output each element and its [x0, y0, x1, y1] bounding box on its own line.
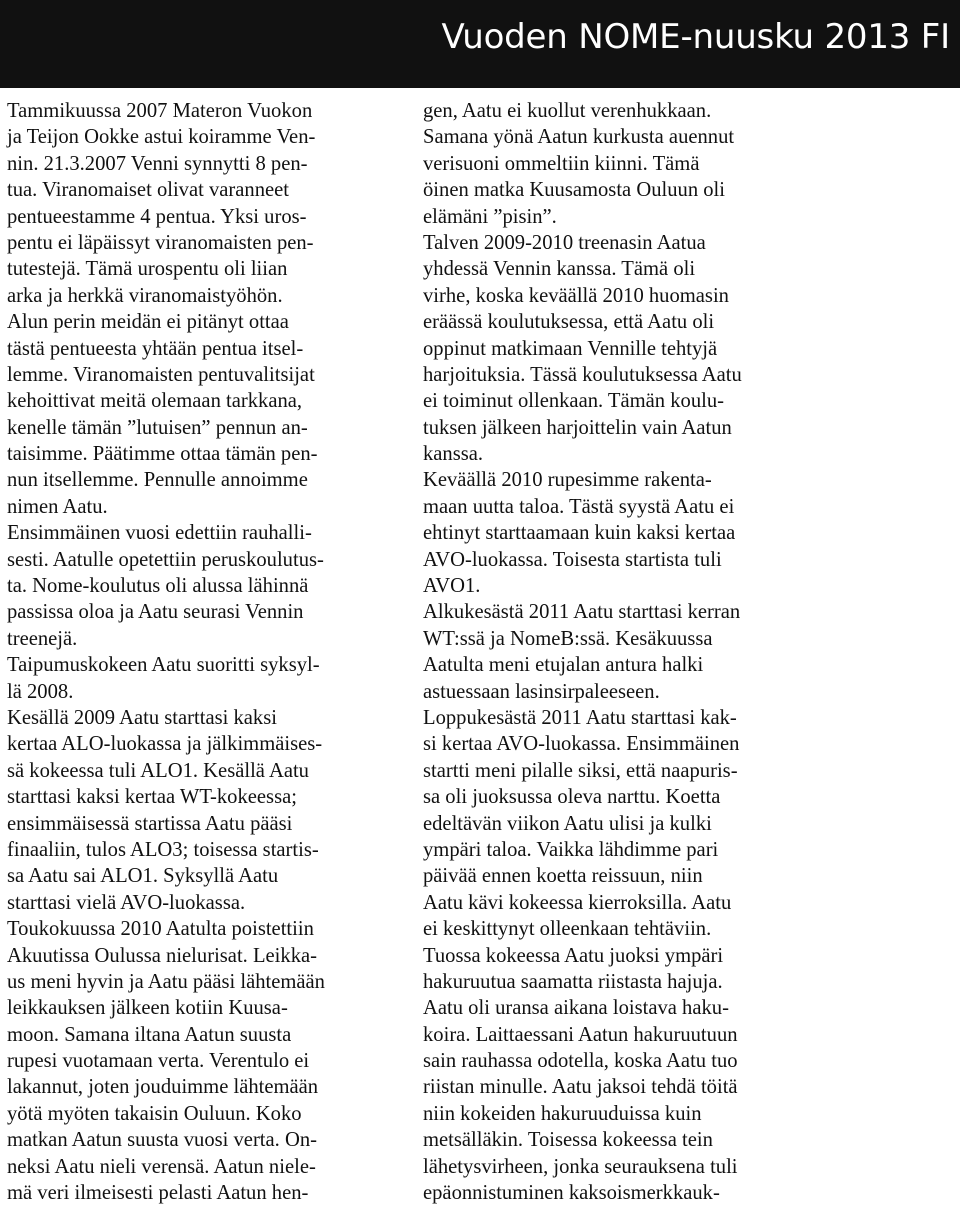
- text-line: niin kokeiden hakuruuduissa kuin: [423, 1102, 702, 1125]
- text-line: passissa oloa ja Aatu seurasi Vennin: [7, 601, 304, 624]
- text-line: leikkauksen jälkeen kotiin Kuusa-: [7, 997, 288, 1020]
- text-line: Aatu oli uransa aikana loistava haku-: [423, 997, 729, 1020]
- text-line: verisuoni ommeltiin kiinni. Tämä: [423, 152, 700, 175]
- text-line: ehtinyt starttaamaan kuin kaksi kertaa: [423, 522, 736, 545]
- text-line: tutestejä. Tämä urospentu oli liian: [7, 258, 288, 281]
- text-line: mä veri ilmeisesti pelasti Aatun hen-: [7, 1182, 309, 1205]
- text-line: matkan Aatun suusta vuosi verta. On-: [7, 1129, 317, 1152]
- text-line: neksi Aatu nieli verensä. Aatun niele-: [7, 1155, 316, 1178]
- text-line: ja Teijon Ookke astui koiramme Ven-: [7, 126, 316, 149]
- text-line: Aatu kävi kokeessa kierroksilla. Aatu: [423, 891, 732, 914]
- text-line: päivää ennen koetta reissuun, niin: [423, 865, 703, 888]
- text-line: si kertaa AVO-luokassa. Ensimmäinen: [423, 733, 740, 756]
- text-line: hakuruutua saamatta riistasta hajuja.: [423, 970, 723, 993]
- text-line: treenejä.: [7, 627, 78, 650]
- text-line: ympäri taloa. Vaikka lähdimme pari: [423, 838, 719, 861]
- text-line: starttasi kaksi kertaa WT-kokeessa;: [7, 786, 297, 809]
- text-line: tua. Viranomaiset olivat varanneet: [7, 179, 290, 202]
- text-line: startti meni pilalle siksi, että naapuris-: [423, 759, 738, 782]
- text-line: metsälläkin. Toisessa kokeessa tein: [423, 1129, 713, 1152]
- text-line: moon. Samana iltana Aatun suusta: [7, 1023, 292, 1046]
- text-line: astuessaan lasinsirpaleeseen.: [423, 680, 660, 703]
- text-line: nun itsellemme. Pennulle annoimme: [7, 469, 308, 492]
- text-line: sä kokeessa tuli ALO1. Kesällä Aatu: [7, 759, 309, 782]
- text-line: pentueestamme 4 pentua. Yksi uros-: [7, 205, 307, 228]
- text-line: eräässä koulutuksessa, että Aatu oli: [423, 311, 715, 334]
- text-line: Alkukesästä 2011 Aatu starttasi kerran: [423, 601, 741, 624]
- text-line: sain rauhassa odotella, koska Aatu tuo: [423, 1050, 738, 1073]
- text-line: koira. Laittaessani Aatun hakuruutuun: [423, 1023, 738, 1046]
- text-line: Talven 2009-2010 treenasin Aatua: [423, 231, 706, 254]
- text-line: Alun perin meidän ei pitänyt ottaa: [7, 311, 289, 334]
- text-line: lähetysvirheen, jonka seurauksena tuli: [423, 1155, 738, 1178]
- text-line: epäonnistuminen kaksoismerkkauk-: [423, 1182, 720, 1205]
- text-line: taisimme. Päätimme ottaa tämän pen-: [7, 443, 318, 466]
- text-line: us meni hyvin ja Aatu pääsi lähtemään: [7, 970, 325, 993]
- text-line: oppinut matkimaan Vennille tehtyjä: [423, 337, 718, 360]
- text-line: virhe, koska keväällä 2010 huomasin: [423, 284, 729, 307]
- text-line: tästä pentueesta yhtään pentua itsel-: [7, 337, 304, 360]
- text-line: öinen matka Kuusamosta Ouluun oli: [423, 179, 725, 202]
- article-column-right: [423, 98, 803, 1206]
- text-line: Keväällä 2010 rupesimme rakenta-: [423, 469, 712, 492]
- text-line: Tuossa kokeessa Aatu juoksi ympäri: [423, 944, 724, 967]
- header-bar: [0, 0, 960, 88]
- text-line: yötä myöten takaisin Ouluun. Koko: [7, 1102, 302, 1125]
- text-line: ei toiminut ollenkaan. Tämän koulu-: [423, 390, 725, 413]
- text-line: maan uutta taloa. Tästä syystä Aatu ei: [423, 495, 735, 518]
- text-line: Akuutissa Oulussa nielurisat. Leikka-: [7, 944, 317, 967]
- text-line: lakannut, joten jouduimme lähtemään: [7, 1076, 319, 1099]
- text-line: WT:ssä ja NomeB:ssä. Kesäkuussa: [423, 627, 713, 650]
- text-line: arka ja herkkä viranomaistyöhön.: [7, 284, 283, 307]
- text-line: ei keskittynyt olleenkaan tehtäviin.: [423, 918, 712, 941]
- text-line: pentu ei läpäissyt viranomaisten pen-: [7, 231, 314, 254]
- text-line: Taipumuskokeen Aatu suoritti syksyl-: [7, 654, 320, 677]
- text-line: kertaa ALO-luokassa ja jälkimmäises-: [7, 733, 323, 756]
- text-line: Loppukesästä 2011 Aatu starttasi kak-: [423, 706, 737, 729]
- text-line: Kesällä 2009 Aatu starttasi kaksi: [7, 706, 277, 729]
- text-line: lemme. Viranomaisten pentuvalitsijat: [7, 363, 315, 386]
- text-line: AVO1.: [423, 575, 481, 598]
- text-line: harjoituksia. Tässä koulutuksessa Aatu: [423, 363, 742, 386]
- text-line: elämäni ”pisin”.: [423, 205, 557, 228]
- text-line: yhdessä Vennin kanssa. Tämä oli: [423, 258, 696, 281]
- text-line: Tammikuussa 2007 Materon Vuokon: [7, 100, 313, 122]
- text-line: edeltävän viikon Aatu ulisi ja kulki: [423, 812, 712, 835]
- text-line: Ensimmäinen vuosi edettiin rauhalli-: [7, 522, 312, 545]
- text-line: kehoittivat meitä olemaan tarkkana,: [7, 390, 303, 413]
- text-line: starttasi vielä AVO-luokassa.: [7, 891, 246, 914]
- text-line: sesti. Aatulle opetettiin peruskoulutus-: [7, 548, 324, 571]
- text-line: nimen Aatu.: [7, 495, 108, 518]
- text-line: nin. 21.3.2007 Venni synnytti 8 pen-: [7, 152, 308, 175]
- text-line: lä 2008.: [7, 680, 74, 703]
- text-line: ta. Nome-koulutus oli alussa lähinnä: [7, 575, 309, 598]
- text-line: gen, Aatu ei kuollut verenhukkaan.: [423, 100, 712, 122]
- text-line: sa Aatu sai ALO1. Syksyllä Aatu: [7, 865, 279, 888]
- text-line: sa oli juoksussa oleva narttu. Koetta: [423, 786, 721, 809]
- text-line: kenelle tämän ”lutuisen” pennun an-: [7, 416, 308, 439]
- text-line: rupesi vuotamaan verta. Verentulo ei: [7, 1050, 310, 1073]
- text-line: kanssa.: [423, 443, 484, 466]
- page-title: Vuoden NOME-nuusku 2013 FI: [441, 17, 950, 57]
- text-line: AVO-luokassa. Toisesta startista tuli: [423, 548, 722, 571]
- text-line: tuksen jälkeen harjoittelin vain Aatun: [423, 416, 732, 439]
- text-line: riistan minulle. Aatu jaksoi tehdä töitä: [423, 1076, 738, 1099]
- text-line: finaaliin, tulos ALO3; toisessa startis-: [7, 838, 319, 861]
- text-line: Samana yönä Aatun kurkusta auennut: [423, 126, 735, 149]
- text-line: ensimmäisessä startissa Aatu pääsi: [7, 812, 293, 835]
- text-line: Toukokuussa 2010 Aatulta poistettiin: [7, 918, 314, 941]
- text-line: Aatulta meni etujalan antura halki: [423, 654, 704, 677]
- article-column-left: [7, 98, 387, 1206]
